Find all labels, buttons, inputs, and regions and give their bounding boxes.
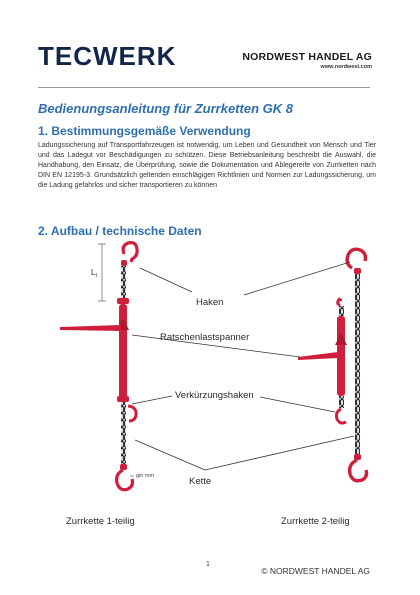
page-number: 1 bbox=[206, 561, 210, 568]
leader-lines bbox=[132, 262, 354, 470]
bottom-hook-icon bbox=[117, 470, 133, 490]
footer-copyright: © NORDWEST HANDEL AG bbox=[261, 566, 370, 576]
top-hook-icon bbox=[347, 249, 365, 268]
ratchet-lever bbox=[60, 325, 121, 331]
two-part-chain-illustration bbox=[298, 249, 367, 481]
one-part-chain-illustration bbox=[60, 243, 137, 490]
ratchet-lever bbox=[298, 352, 338, 360]
section-1-heading: 1. Bestimmungsgemäße Verwendung bbox=[38, 124, 251, 138]
label-gin: gin mm bbox=[136, 473, 155, 479]
bottom-hook-icon bbox=[350, 460, 367, 481]
company-name: NORDWEST HANDEL AG bbox=[242, 51, 372, 63]
label-kette: Kette bbox=[189, 476, 212, 487]
chain-segment bbox=[121, 266, 126, 300]
label-lf: $L_f$ bbox=[91, 268, 97, 280]
label-verkuerzungshaken: Verkürzungshaken bbox=[175, 390, 254, 401]
section-2-heading: 2. Aufbau / technische Daten bbox=[38, 224, 202, 238]
caption-two-part: Zurrkette 2-teilig bbox=[281, 516, 350, 527]
label-ratschenlastspanner: Ratschenlastspanner bbox=[160, 332, 250, 343]
company-website: www.nordwest.com bbox=[320, 64, 372, 70]
shortening-hook-icon bbox=[337, 409, 347, 423]
chain-segment bbox=[355, 274, 360, 454]
section-1-text: Ladungssicherung auf Transportfahrzeugen ist notwendig, um Leben und Gesundheit von Mensch und Tier und das Ladegut vor Beschädigungen zu schützen. Diese Betriebsanleitung beschreibt die Auswahl, die Handhabung, den Einsatz, die Überprüfung, sowie die Dokumentation und Ablegereife von Zurrketten nach DIN EN 12195-3. Grundsätzlich geltenden einschlägigen Richtlinien und Normen zur Ladungssicherung, um die Ladung gefahrlos und sicher transportieren zu können bbox=[38, 142, 376, 189]
label-haken: Haken bbox=[196, 297, 224, 308]
shortening-hook-icon bbox=[128, 406, 136, 421]
ratchet-tensioner bbox=[337, 316, 345, 396]
caption-one-part: Zurrkette 1-teilig bbox=[66, 516, 135, 527]
top-hook-icon bbox=[123, 243, 137, 262]
document-title: Bedienungsanleitung für Zurrketten GK 8 bbox=[38, 101, 293, 116]
logo-text: TECWERK bbox=[38, 44, 177, 68]
